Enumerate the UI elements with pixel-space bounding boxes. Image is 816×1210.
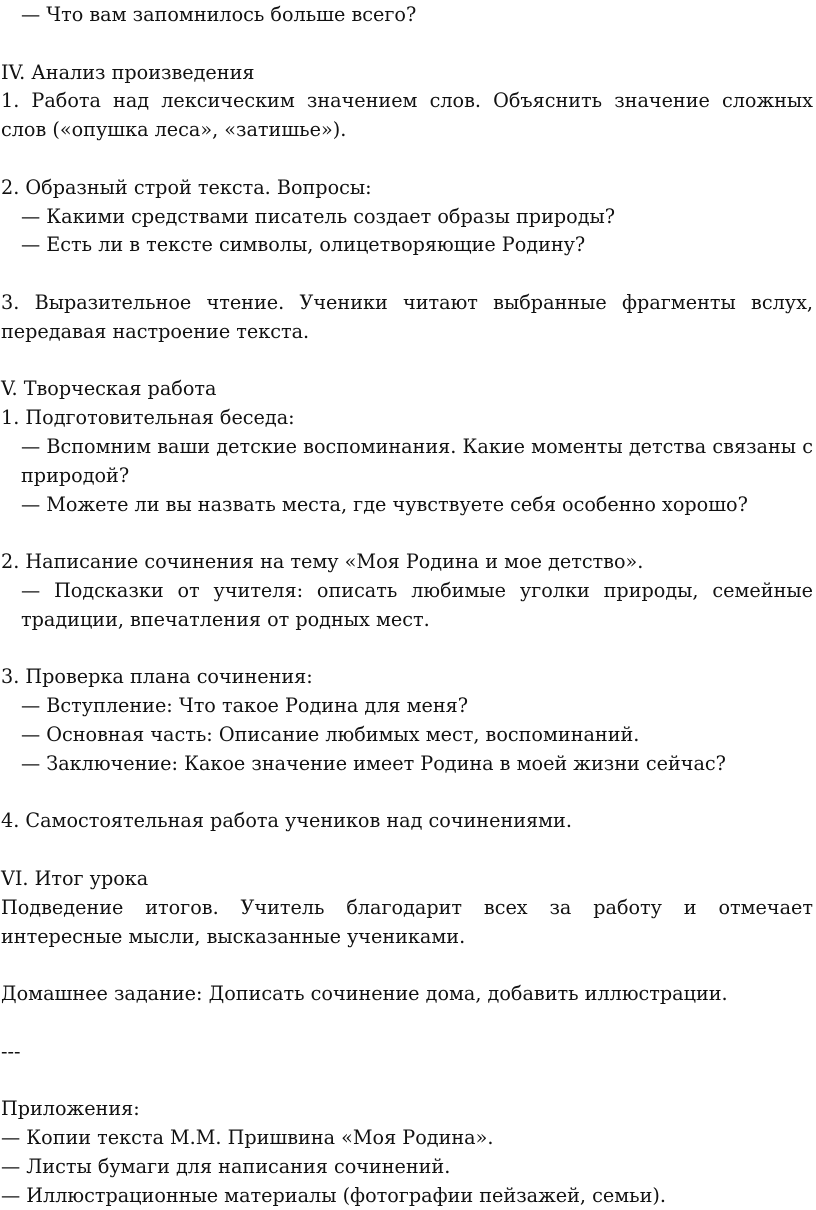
section-5-item-2-title: 2. Написание сочинения на тему «Моя Родина и мое детство». <box>1 550 644 574</box>
section-6-summary: Подведение итогов. Учитель благодарит всех за работу и отмечает интересные мысли, высказанные учениками. <box>1 895 813 948</box>
section-6-heading: VI. Итог урока <box>1 866 149 890</box>
appendix-title: Приложения: <box>1 1097 140 1121</box>
section-4-item-2-question-2: — Есть ли в тексте символы, олицетворяющие Родину? <box>21 233 586 257</box>
section-5-item-3-title: 3. Проверка плана сочинения: <box>1 665 313 689</box>
spacer <box>1 779 813 808</box>
spacer <box>1 30 813 59</box>
homework: Домашнее задание: Дописать сочинение дома, добавить иллюстрации. <box>1 982 728 1006</box>
plan-intro: — Вступление: Что такое Родина для меня? <box>21 694 469 718</box>
appendix-item: — Листы бумаги для написания сочинений. <box>1 1154 451 1178</box>
section-4-item-3: 3. Выразительное чтение. Ученики читают выбранные фрагменты вслух, передавая настроение текста. <box>1 290 813 343</box>
section-4-heading: IV. Анализ произведения <box>1 60 255 84</box>
intro-question: — Что вам запомнилось больше всего? <box>21 3 417 26</box>
appendix-item: — Иллюстрационные материалы (фотографии пейзажей, семьи). <box>1 1183 666 1207</box>
section-5-item-1-question-1: — Вспомним ваши детские воспоминания. Какие моменты детства связаны с природой? <box>21 434 813 487</box>
section-4-item-2-title: 2. Образный строй текста. Вопросы: <box>1 175 372 199</box>
section-4-item-1: 1. Работа над лексическим значением слов. Объяснить значение сложных слов («опушка леса», «затишье»). <box>1 89 813 142</box>
spacer <box>1 1066 813 1095</box>
section-5-item-4: 4. Самостоятельная работа учеников над сочинениями. <box>1 809 572 833</box>
spacer <box>1 836 813 865</box>
document-body <box>1 1 813 1210</box>
spacer <box>1 635 813 664</box>
separator: --- <box>1 1039 21 1063</box>
section-5-item-2-hint: — Подсказки от учителя: описать любимые уголки природы, семейные традиции, впечатления от родных мест. <box>21 578 813 631</box>
spacer <box>1 1009 813 1038</box>
spacer <box>1 145 813 174</box>
plan-main: — Основная часть: Описание любимых мест, воспоминаний. <box>21 722 640 746</box>
section-5-item-1-question-2: — Можете ли вы назвать места, где чувствуете себя особенно хорошо? <box>21 492 748 516</box>
spacer <box>1 260 813 289</box>
spacer <box>1 347 813 376</box>
plan-conclusion: — Заключение: Какое значение имеет Родина в моей жизни сейчас? <box>21 751 726 775</box>
spacer <box>1 519 813 548</box>
section-4-item-2-question-1: — Какими средствами писатель создает образы природы? <box>21 204 616 228</box>
spacer <box>1 951 813 980</box>
section-5-heading: V. Творческая работа <box>1 377 217 401</box>
section-5-item-1-title: 1. Подготовительная беседа: <box>1 406 295 430</box>
appendix-item: — Копии текста М.М. Пришвина «Моя Родина». <box>1 1126 494 1150</box>
